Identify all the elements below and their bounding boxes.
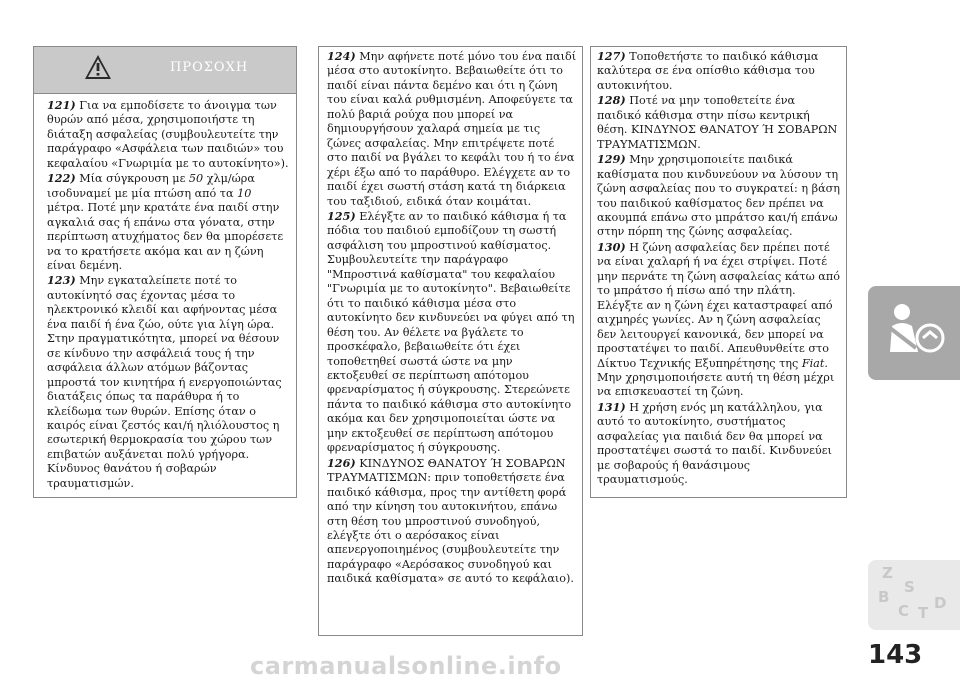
index-letter: T <box>918 604 929 622</box>
warning-triangle-icon <box>84 54 112 80</box>
note-text: μέτρα. Ποτέ μην κρατάτε ένα παιδί στην αγκαλιά σας ή επάνω στα γόνατα, στην περίπτωση ατυχήματος δεν θα μπορέσετε να το κρατήσετε ακόμα και αν η ζώνη είναι δεμένη. <box>47 201 284 272</box>
index-letters-tab <box>868 560 960 630</box>
note-text: ΚΙΝΔΥΝΟΣ ΘΑΝΑΤΟΥ Ή ΣΟΒΑΡΩΝ ΤΡΑΥΜΑΤΙΣΜΩΝ: πριν τοποθετήσετε ένα παιδικό κάθισμα, προς την αντίθετη φορά από την κίνηση του αυτοκινήτου, επάνω στη θέση του μπροστινού συνοδηγού, ελέγξτε ότι ο αερόσακος είναι απενεργοποιημένος (συμβουλευτείτε την παράγραφο «Αερόσακος συνοδηγού και παιδικά καθίσματα» σε αυτό το κεφάλαιο). <box>327 456 574 586</box>
note-number: 126) <box>327 455 356 470</box>
note-paragraph <box>597 400 841 488</box>
note-paragraph <box>327 49 577 209</box>
note-number: 131) <box>597 399 626 414</box>
note-text: Ελέγξτε αν το παιδικό κάθισμα ή τα πόδια του παιδιού εμποδίζουν τη σωστή ασφάλιση του μπροστινού καθίσματος. Συμβουλευτείτε την παράγραφο "Μπροστινά καθίσματα" του κεφαλαίου "Γνωριμία με το αυτοκίνητο". Βεβαιωθείτε ότι το παιδικό κάθισμα μέσα στο αυτοκίνητο δεν κινδυνεύει να φύγει από τη θέση του. Αν θέλετε να βγάλετε το προσκέφαλο, βεβαιωθείτε ότι έχει τοποθετηθεί σωστά ώστε να μην εκτοξευθεί σε περίπτωση απότομου φρεναρίσματος ή σύγκρουσης. Στερεώνετε πάντα το παιδικό κάθισμα στο αυτοκίνητο ακόμα και δεν χρησιμοποιείται ώστε να μην εκτοξευθεί σε περίπτωση απότομου φρεναρίσματος ή σύγκρουσης. <box>327 209 575 455</box>
watermark: carmanualsonline.info <box>250 652 562 680</box>
index-letter: B <box>878 588 890 606</box>
note-text: Για να εμποδίσετε το άνοιγμα των θυρών από μέσα, χρησιμοποιήστε τη διάταξη ασφαλείας (συμβουλευτείτε την παράγραφο «Ασφάλεια των παιδιών» του κεφαλαίου «Γνωριμία με το αυτοκίνητο»). <box>47 99 289 170</box>
index-letter: C <box>898 602 910 620</box>
note-paragraph <box>597 240 841 400</box>
note-number: 127) <box>597 49 626 63</box>
note-number: 129) <box>597 152 626 167</box>
note-paragraph <box>327 456 577 587</box>
note-text: Μία σύγκρουση με <box>79 172 189 186</box>
note-text: . Μην χρησιμοποιήσετε αυτή τη θέση μέχρι να επισκευαστεί τη ζώνη. <box>597 356 835 399</box>
note-number: 124) <box>327 49 356 63</box>
index-letter: S <box>904 578 915 596</box>
note-paragraph <box>47 273 291 491</box>
note-text: Η ζώνη ασφαλείας δεν πρέπει ποτέ να είναι χαλαρή ή να έχει στρίψει. Ποτέ μην περνάτε τη ζώνη ασφαλείας κάτω από το μπράτσο ή πίσω από την πλάτη. Ελέγξτε αν η ζώνη έχει καταστραφεί από αιχμηρές γωνίες. Αν η ζώνη ασφαλείας δεν λειτουργεί κανονικά, δεν μπορεί να προστατέψει το παιδί. Απευθυνθείτε στο Δίκτυο Τεχνικής Εξυπηρέτησης της <box>597 240 840 370</box>
note-text: 50 <box>188 172 204 186</box>
note-text: Μην αφήνετε ποτέ μόνο του ένα παιδί μέσα στο αυτοκίνητο. Βεβαιωθείτε ότι το παιδί είναι πάντα δεμένο και ότι η ζώνη του είναι καλά ρυθμισμένη. Αποφεύγετε τα πολύ βαριά ρούχα που μπορεί να δημιουργήσουν χαλαρά σημεία με τις ζώνες ασφαλείας. Μην επιτρέψετε ποτέ στο παιδί να βγάλει το κεφάλι του ή το ένα χέρι έξω από το παράθυρο. Ελέγχετε αν το παιδί έχει σωστή στάση κατά τη διάρκεια του ταξιδιού, ειδικά όταν κοιμάται. <box>327 50 577 208</box>
note-text: Ποτέ να μην τοποθετείτε ένα παιδικό κάθισμα στην πίσω κεντρική θέση. ΚΙΝΔΥΝΟΣ ΘΑΝΑΤΟΥ Ή ΣΟΒΑΡΩΝ ΤΡΑΥΜΑΤΙΣΜΩΝ. <box>597 94 838 151</box>
section-tab-safety[interactable] <box>868 286 960 380</box>
note-text: Τοποθετήστε το παιδικό κάθισμα καλύτερα σε ένα οπίσθιο κάθισμα του αυτοκινήτου. <box>597 50 819 92</box>
warning-header <box>34 47 296 94</box>
note-number: 121) <box>47 98 76 112</box>
child-seat-belt-icon <box>868 286 960 380</box>
note-paragraph <box>597 152 841 240</box>
note-number: 122) <box>47 171 76 186</box>
warning-title: ΠΡΟΣΟΧΗ <box>170 60 249 75</box>
column-2-text <box>327 49 577 587</box>
note-paragraph <box>597 93 841 152</box>
note-text: Fiat <box>801 356 825 370</box>
index-letter: D <box>934 594 947 612</box>
note-paragraph <box>47 98 291 171</box>
note-text: 10 <box>237 186 252 200</box>
page-number: 143 <box>868 640 923 670</box>
note-text: χλμ/ώρα ισοδυναμεί με μία πτώση από τα <box>47 172 255 200</box>
note-number: 130) <box>597 239 626 254</box>
column-3 <box>590 46 847 498</box>
column-3-text <box>597 49 841 488</box>
note-text: Μην χρησιμοποιείτε παιδικά καθίσματα που κινδυνεύουν να λύσουν τη ζώνη ασφαλείας που το συγκρατεί: η βάση του παιδικού καθίσματος δεν πρέπει να ακουμπά επάνω στο μπράτσο και/ή επάνω στην πόρπη της ζώνης ασφαλείας. <box>597 153 840 239</box>
note-text: Μην εγκαταλείπετε ποτέ το αυτοκίνητό σας έχοντας μέσα το ηλεκτρονικό κλειδί και αφήνοντας μέσα ένα παιδί ή ένα ζώο, ούτε για λίγη ώρα. Στην πραγματικότητα, μπορεί να θέσουν σε κίνδυνο την ασφάλειά τους ή την ασφάλεια άλλων ατόμων βάζοντας μπροστά τον κινητήρα ή ενεργοποιώντας διατάξεις όπως τα παράθυρα ή το κλείδωμα των θυρών. Επίσης όταν ο καιρός είναι ζεστός και/ή ηλιόλουστος η εσωτερική θερμοκρασία του χώρου των επιβατών αυξάνεται πολύ γρήγορα. Κίνδυνος θανάτου ή σοβαρών τραυματισμών. <box>47 274 282 490</box>
note-number: 128) <box>597 93 626 108</box>
note-paragraph <box>597 49 841 93</box>
note-number: 125) <box>327 208 356 223</box>
note-paragraph <box>327 209 577 456</box>
note-paragraph <box>47 171 291 273</box>
column-1-text <box>47 98 291 491</box>
note-text: Η χρήση ενός μη κατάλληλου, για αυτό το αυτοκίνητο, συστήματος ασφαλείας για παιδιά δεν θα μπορεί να προστατέψει σωστά το παιδί. Κινδυνεύει με σοβαρούς ή θανάσιμους τραυματισμούς. <box>597 400 832 487</box>
note-number: 123) <box>47 273 76 288</box>
column-2 <box>318 46 583 636</box>
index-letter: Z <box>882 564 893 582</box>
